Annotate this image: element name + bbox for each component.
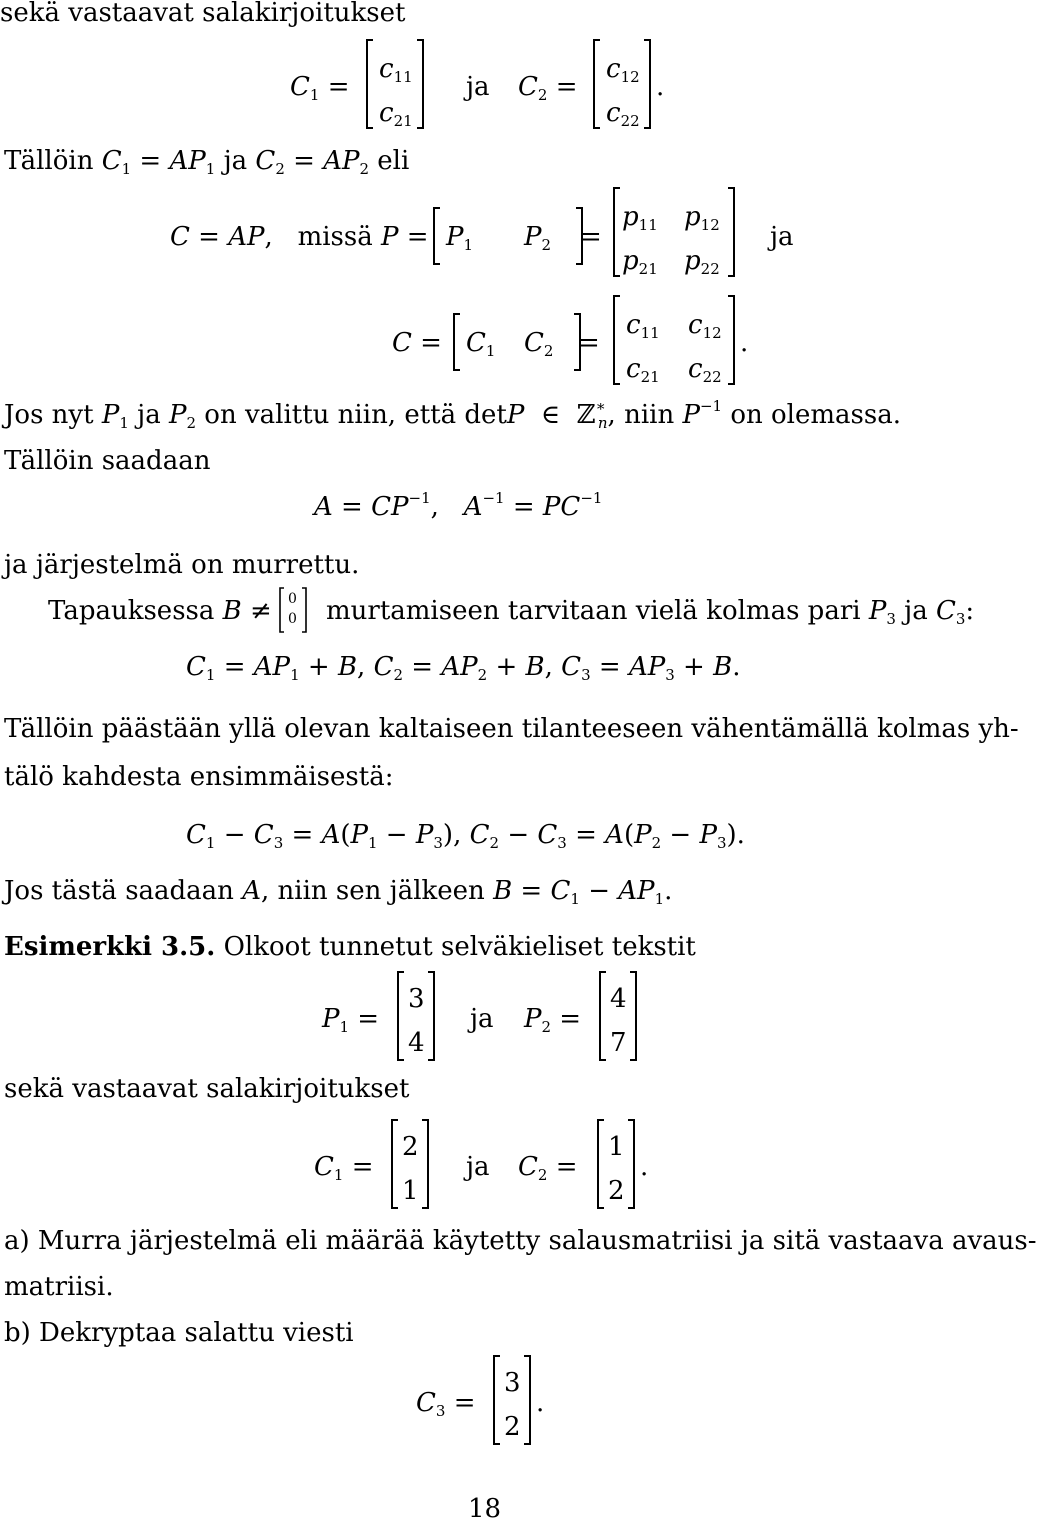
c2-eq-label: $C_2$ = <box>518 72 578 104</box>
p1-label: $P_1$ = <box>322 1004 380 1036</box>
c3-label: $C_3$ = <box>416 1388 476 1420</box>
task-a-line2: matriisi. <box>4 1272 114 1302</box>
intro-text-2: sekä vastaavat salakirjoitukset <box>4 1074 410 1104</box>
tallion-saadaan: Tällöin saadaan <box>4 446 211 476</box>
p2-vector: 4 7 <box>598 970 638 1062</box>
murtamiseen-text: murtamiseen tarvitaan vielä kolmas pari $P_3$ ja $C_3$: <box>326 596 975 628</box>
c2-vec-label: $C_2$ = <box>518 1152 578 1184</box>
ja-word-1: ja <box>466 72 490 102</box>
jos-nyt-line: Jos nyt $P_1$ ja $P_2$ on valittu niin, että detP ∈ ℤ∗$_n$, niin $P^{-1}$ on olemassa. <box>4 397 901 432</box>
p-block-matrix: $P_1$ $P_2$ <box>432 206 584 266</box>
difference-equations: $C_1 - C_3 = A(P_1 - P_3)$, $C_2 - C_3 = A(P_2 - P_3)$. <box>186 820 745 852</box>
task-a-line1: a) Murra järjestelmä eli määrää käytetty salausmatriisi ja sitä vastaava avaus- <box>4 1226 1037 1256</box>
zero-vector: 0 0 <box>278 586 308 634</box>
c1-matrix: $c_{11}$ $c_{21}$ <box>365 38 425 130</box>
talo-kahdesta: tälö kahdesta ensimmäisestä: <box>4 762 394 792</box>
c-block-matrix: $C_1$ $C_2$ <box>452 312 582 372</box>
p2-label: $P_2$ = <box>524 1004 582 1036</box>
c3-vector: 3 2 <box>492 1354 532 1446</box>
c1-eq-label: $C_1$ = <box>290 72 350 104</box>
c-matrix: $c_{11}$ $c_{12}$ $c_{21}$ $c_{22}$ <box>612 294 736 386</box>
period-4: . <box>536 1388 545 1418</box>
inverse-equation: $A = CP^{-1}$, $A^{-1} = PC^{-1}$ <box>314 489 603 522</box>
c1-vector: 2 1 <box>390 1118 430 1210</box>
c2-matrix: $c_{12}$ $c_{22}$ <box>592 38 652 130</box>
ja-word-3: ja <box>470 1004 494 1034</box>
c2-vector: 1 2 <box>596 1118 636 1210</box>
p-matrix: $p_{11}$ $p_{12}$ $p_{21}$ $p_{22}$ <box>612 186 736 278</box>
c1-vec-label: $C_1$ = <box>314 1152 374 1184</box>
period-3: . <box>640 1152 649 1182</box>
p1-vector: 3 4 <box>396 970 436 1062</box>
three-equations: $C_1 = AP_1 + B$, $C_2 = AP_2 + B$, $C_3 = AP_3 + B$. <box>186 652 741 684</box>
c-ap-equation: C = AP, missä P = <box>170 222 429 252</box>
equals-sign-2: = <box>578 328 600 358</box>
page-number: 18 <box>468 1494 502 1524</box>
period-2: . <box>740 328 749 358</box>
tallion-paastaan: Tällöin päästään yllä olevan kaltaiseen tilanteeseen vähentämällä kolmas yh- <box>4 714 1019 744</box>
ja-jarjestelma: ja järjestelmä on murrettu. <box>4 550 360 580</box>
task-b-line: b) Dekryptaa salattu viesti <box>4 1318 354 1348</box>
equals-sign-1: = <box>580 222 602 252</box>
period-1: . <box>656 72 665 102</box>
jos-tasta: Jos tästä saadaan A, niin sen jälkeen $B = C_1 - AP_1$. <box>4 876 673 908</box>
tallion-line: Tällöin $C_1 = AP_1$ ja $C_2 = AP_2$ eli <box>4 146 410 178</box>
example-heading: Esimerkki 3.5. Olkoot tunnetut selväkieliset tekstit <box>4 932 696 962</box>
tapauksessa-text: Tapauksessa B ≠ <box>48 596 272 626</box>
ja-word-2: ja <box>770 222 794 252</box>
ja-word-4: ja <box>466 1152 490 1182</box>
intro-text-1: sekä vastaavat salakirjoitukset <box>0 0 406 28</box>
c-eq-label: C = <box>392 328 442 358</box>
